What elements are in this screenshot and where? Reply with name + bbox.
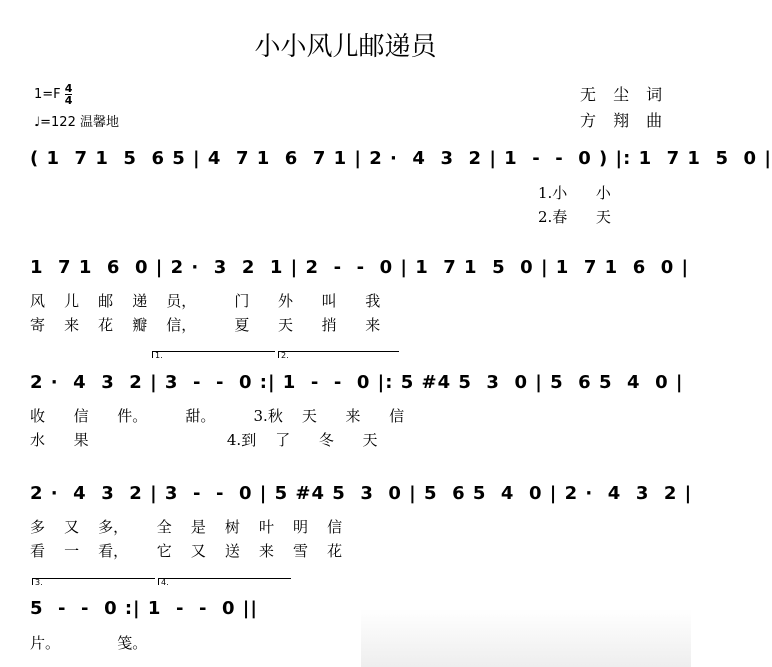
song-title: 小小风儿邮递员	[254, 32, 437, 62]
key-label: 1=F	[34, 87, 61, 102]
time-sig-bottom: 4	[64, 94, 73, 107]
lyric-row-1-verse-2: 2.春 天	[538, 208, 611, 226]
tempo-marking	[34, 111, 119, 130]
lyric-row-3-verse-1: 收 信 件。 甜。 3.秋 天 来 信	[30, 407, 405, 425]
volta-4: 4.	[158, 578, 291, 585]
volta-1: 1.	[152, 351, 275, 358]
score-row-2: 1 7 1 6 0 | 2 · 3 2 1 | 2 - - 0 | 1 7 1 5 0 | 1 7 1 6 0 |	[30, 257, 690, 278]
tempo-value: =122	[40, 115, 76, 130]
time-signature	[65, 83, 73, 106]
lyric-row-2-verse-1: 风 儿 邮 递 员， 门 外 叫 我	[30, 292, 381, 310]
page-corner-shade	[361, 609, 691, 667]
lyric-row-1-verse-1: 1.小 小	[538, 184, 611, 202]
lyric-row-3-verse-2: 水 果 4.到 了 冬 天	[30, 431, 378, 449]
lyric-row-5-verse-1: 片。 笺。	[30, 634, 148, 652]
lyric-row-4-verse-2: 看 一 看， 它 又 送 来 雪 花	[30, 542, 343, 560]
score-row-5: 5 - - 0 :| 1 - - 0 ||	[30, 598, 258, 619]
expression-mark: 温馨地	[80, 115, 120, 130]
time-sig-top: 4	[64, 82, 73, 95]
quarter-note-icon: ♩	[34, 115, 41, 130]
score-row-1: ( 1 7 1 5 6 5 | 4 7 1 6 7 1 | 2 · 4 3 2 | 1 - - 0 ) |: 1 7 1 5 0 |	[30, 148, 772, 169]
lyric-row-4-verse-1: 多 又 多， 全 是 树 叶 明 信	[30, 518, 343, 536]
score-row-4: 2 · 4 3 2 | 3 - - 0 | 5 #4 5 3 0 | 5 6 5 4 0 | 2 · 4 3 2 |	[30, 483, 693, 504]
key-signature	[34, 83, 72, 106]
composer-credit: 方 翔 曲	[580, 111, 669, 130]
lyric-row-2-verse-2: 寄 来 花 瓣 信， 夏 天 捎 来	[30, 316, 381, 334]
volta-2: 2.	[278, 351, 399, 358]
volta-3: 3.	[32, 578, 155, 585]
lyricist-credit: 无 尘 词	[580, 85, 669, 104]
score-row-3: 2 · 4 3 2 | 3 - - 0 :| 1 - - 0 |: 5 #4 5 3 0 | 5 6 5 4 0 |	[30, 372, 684, 393]
